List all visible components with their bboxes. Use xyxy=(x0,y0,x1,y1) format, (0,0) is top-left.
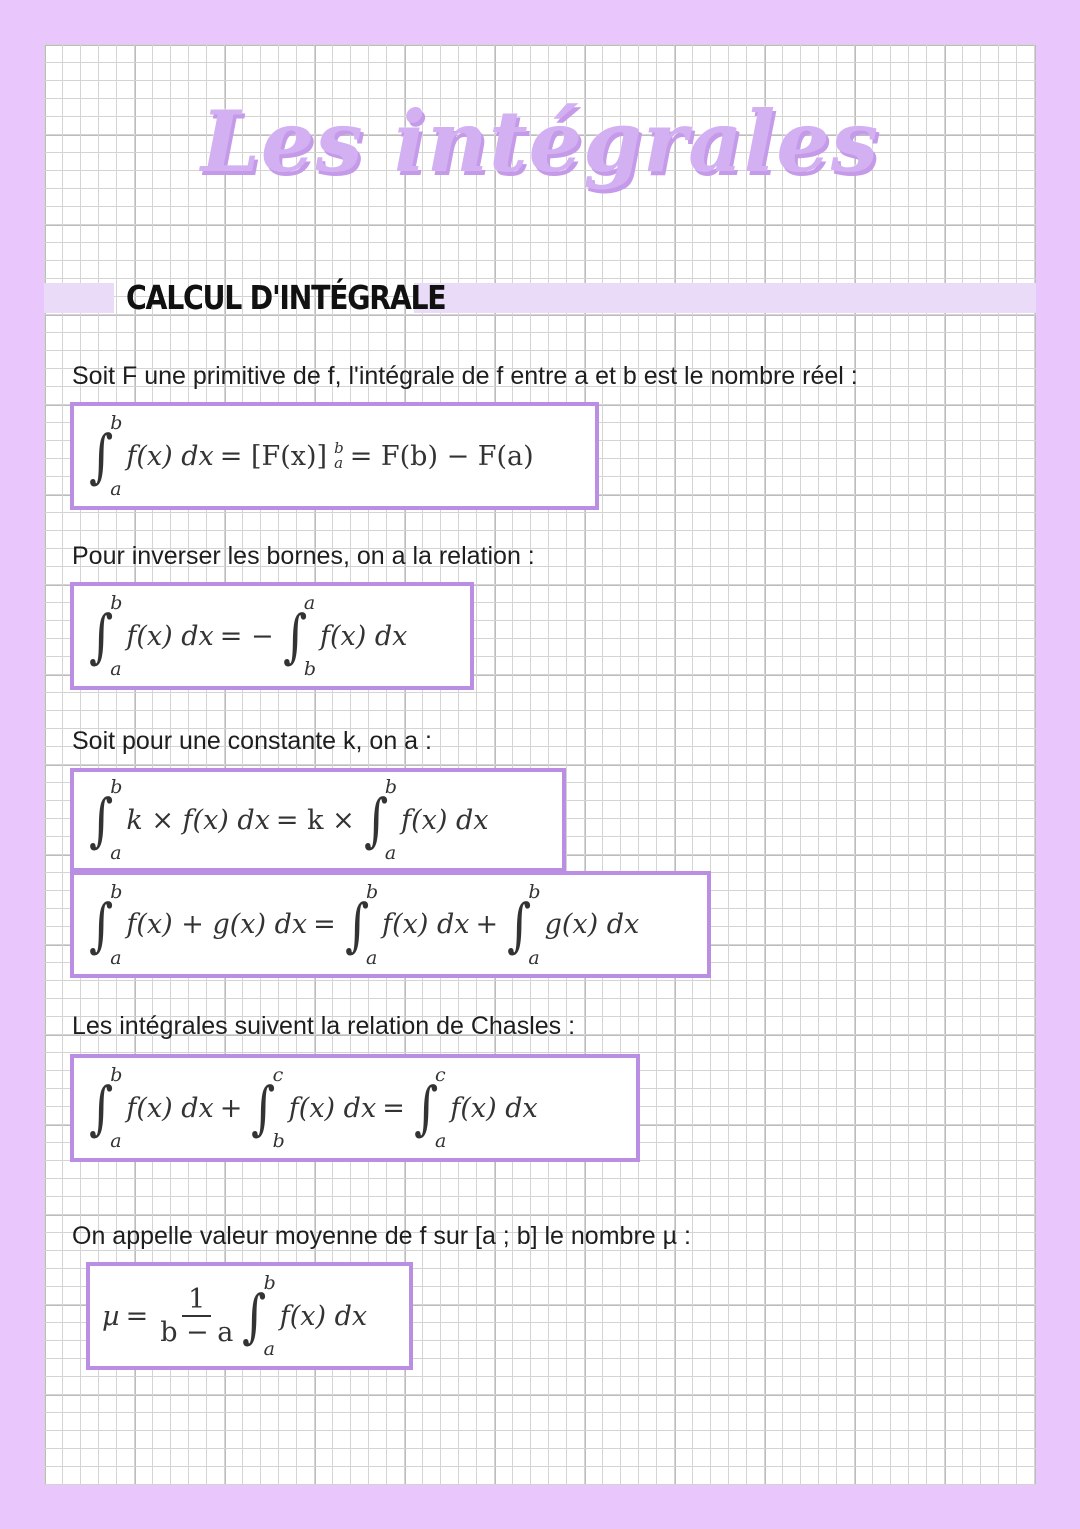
paragraph-inversion: Pour inverser les bornes, on a la relation : xyxy=(72,542,535,570)
formula-text: µ xyxy=(102,1300,120,1332)
integral-sign: ∫ a b xyxy=(282,592,317,680)
formula-text: f(x) dx xyxy=(320,620,408,652)
formula-text: f(x) dx xyxy=(288,1092,377,1124)
formula-text: = F(b) − F(a) xyxy=(349,440,534,472)
formula-text: = xyxy=(382,1092,405,1124)
formula-text: g(x) dx xyxy=(544,909,640,940)
fraction: $\frac{1}{b - a}$ xyxy=(160,1284,234,1348)
integral-sign: ∫ b a xyxy=(89,592,123,680)
formula-text: f(x) dx xyxy=(401,804,489,836)
formula-box-constant xyxy=(70,768,566,872)
formula-box-definition xyxy=(70,402,599,510)
paragraph-constant: Soit pour une constante k, on a : xyxy=(72,727,432,755)
formula-text: f(x) + g(x) dx xyxy=(126,909,308,940)
integral-sign: ∫ b a xyxy=(89,1064,123,1152)
formula-text: f(x) dx xyxy=(450,1092,538,1124)
formula-text: f(x) dx xyxy=(382,909,470,940)
formula-box-inversion xyxy=(70,582,474,690)
formula-text: + xyxy=(219,1092,243,1124)
formula-text: = [F(x)] xyxy=(219,440,328,472)
integral-sign: ∫ c a xyxy=(413,1064,447,1152)
formula-text: = xyxy=(125,1300,149,1332)
formula-text: + xyxy=(475,909,499,940)
integral-sign: ∫ b a xyxy=(344,880,379,969)
formula-text: = − xyxy=(219,620,274,652)
formula-text: f(x) dx xyxy=(126,1092,214,1124)
paragraph-mean-value: On appelle valeur moyenne de f sur [a ; b] le nombre µ : xyxy=(72,1222,691,1250)
heading-bar-left xyxy=(44,283,114,313)
heading-bar-right xyxy=(414,283,1036,313)
bracket-limits: b a xyxy=(334,439,344,472)
integral-sign: ∫ c b xyxy=(251,1064,285,1152)
integral-sign: ∫ b a xyxy=(507,880,541,969)
integral-sign: ∫ b a xyxy=(89,880,123,969)
integral-sign: ∫ b a xyxy=(89,412,123,500)
formula-box-chasles xyxy=(70,1054,640,1162)
paragraph-primitive: Soit F une primitive de f, l'intégrale de f entre a et b est le nombre réel : xyxy=(72,362,858,390)
formula-text: k × f(x) dx xyxy=(126,804,270,836)
formula-text: = xyxy=(313,909,336,940)
formula-text: f(x) dx xyxy=(126,440,214,472)
formula-text: = k × xyxy=(275,804,355,836)
formula-box-linearity xyxy=(70,871,711,978)
formula-box-mean-value xyxy=(86,1262,413,1370)
formula-text: f(x) dx xyxy=(279,1300,368,1332)
integral-sign: ∫ b a xyxy=(89,776,123,864)
page-title: Les intégrales xyxy=(200,92,880,191)
paragraph-chasles: Les intégrales suivent la relation de Chasles : xyxy=(72,1012,576,1040)
formula-text: f(x) dx xyxy=(126,620,214,652)
integral-sign: ∫ b a xyxy=(242,1272,276,1360)
section-heading: CALCUL D'INTÉGRALE xyxy=(126,278,446,317)
integral-sign: ∫ b a xyxy=(363,776,398,864)
